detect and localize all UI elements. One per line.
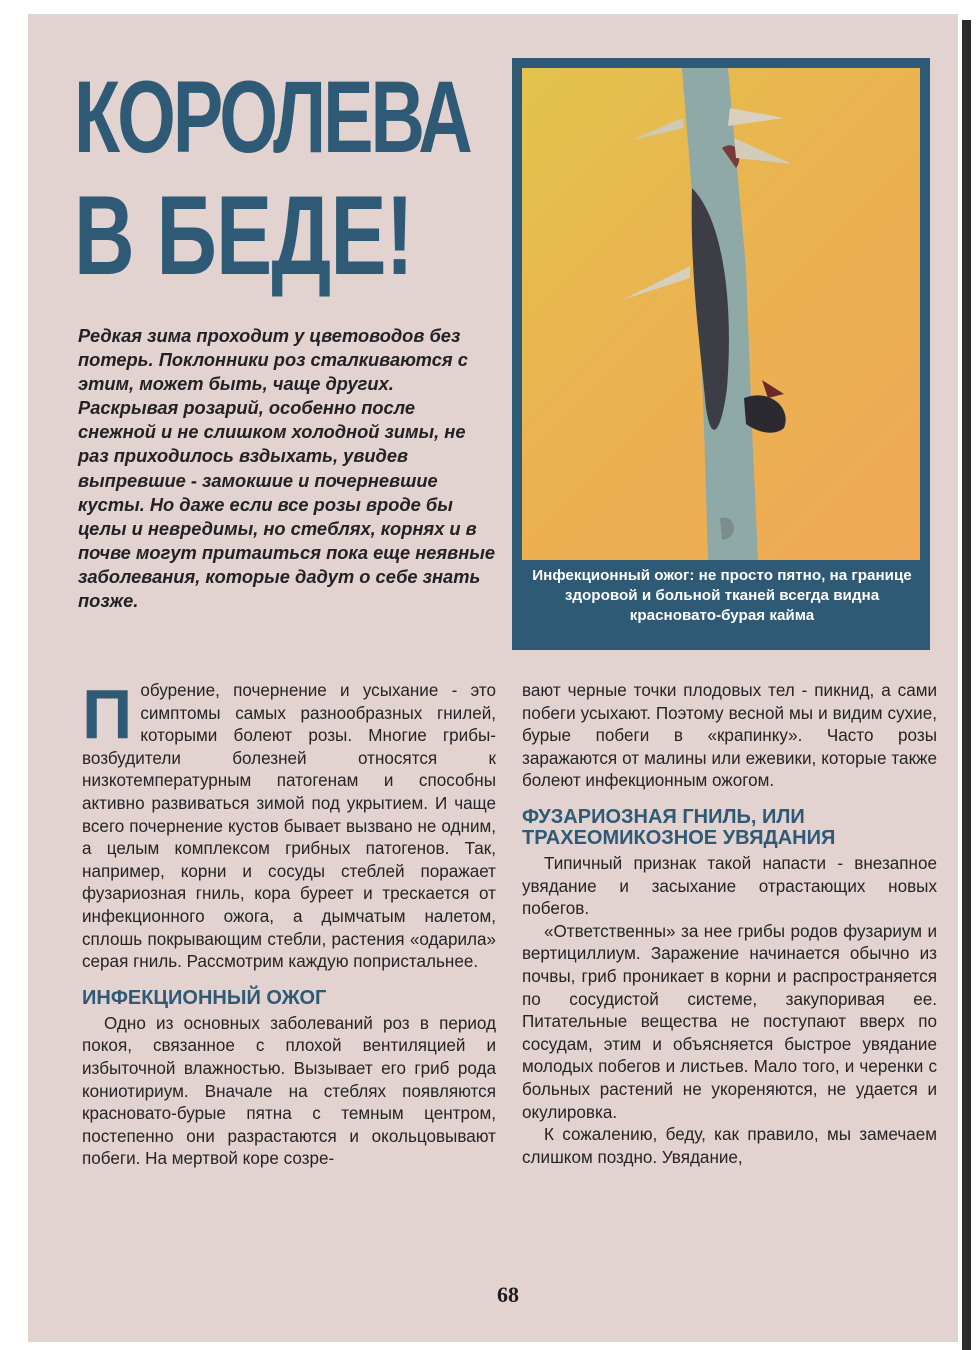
body-paragraph: вают черные точки плодовых тел - пикнид, а сами побеги усыхают. Поэтому весной мы и видим сухие, бурые побеги в «крапинку». Часто розы заражаются от малины или ежевики, которые также болеют инфекционным ожогом. bbox=[522, 681, 937, 791]
body-paragraph: Типичный признак такой напасти - внезапное увядание и засыхание отрастающих новых побегов. bbox=[522, 853, 937, 919]
body-paragraph: К сожалению, беду, как правило, мы замечаем слишком поздно. Увядание, bbox=[522, 1125, 937, 1167]
rose-stem-illustration bbox=[522, 68, 920, 560]
magazine-page bbox=[28, 14, 958, 1342]
intro-paragraph bbox=[82, 675, 496, 974]
column-left bbox=[82, 675, 496, 1171]
article-title bbox=[74, 60, 514, 298]
lead-paragraph: Редкая зима проходит у цветоводов без потерь. Поклонники роз сталкиваются с этим, может быть, чаще других. Раскрывая розарий, особенно после снежной и не слишком холодной зимы, не раз приходилось вздыхать, увидев выпревшие - замокшие и почерневшие кусты. Но даже если все розы вроде бы целы и невредимы, но стеблях, корнях и в почве могут притаиться пока еще неявные заболевания, которые дадут о себе знать позже. bbox=[78, 325, 496, 612]
photo-figure bbox=[512, 58, 930, 650]
title-line-2: В БЕДЕ! bbox=[74, 173, 413, 298]
photo-caption: Инфекционный ожог: не просто пятно, на границе здоровой и больной тканей всегда видна красновато-бурая кайма bbox=[532, 567, 912, 624]
scan-shadow bbox=[962, 20, 971, 1350]
page-number: 68 bbox=[497, 1282, 519, 1307]
intro-text: обурение, почернение и усыхание - это симптомы самых разнообразных гнилей, которыми болеют розы. Многие грибы-возбудители болезней относятся к низкотемпературным патогенам и способны активно развиваться зимой под укрытием. И чаще всего почернение кустов бывает вызвано не одним, а целым комплексом грибных патогенов. Так, например, корни и сосуды стеблей поражает фузариозная гниль, кора буреет и трескается от инфекционного ожога, а дымчатым налетом, сплошь покрывающим стебли, растения «одарила» серая гниль. Рассмотрим каждую попристальнее. bbox=[82, 681, 496, 972]
rose-stem-photo bbox=[522, 68, 920, 560]
column-right bbox=[522, 680, 937, 1169]
drop-cap: П bbox=[82, 675, 133, 753]
body-paragraph: Одно из основных заболеваний роз в период покоя, связанное с плохой вентиляцией и избыточной влажностью. Вызывает его гриб рода кониотириум. Вначале на стеблях появляются красновато-бурые пятна с темным центром, постепенно они разрастаются и окольцовывают побеги. На мертвой коре созре- bbox=[82, 1013, 496, 1169]
body-paragraph: «Ответственны» за нее грибы родов фузариум и вертициллиум. Заражение начинается обычно из почвы, гриб проникает в корни и распространяется по сосудистой системе, закупоривая ее. Питательные вещества не поступают вверх по сосудам, этим и объясняется быстрое увядание молодых побегов и листьев. Мало того, и черенки с больных растений не укореняются, не удается и окулировка. bbox=[522, 921, 937, 1122]
section-heading-fusarium: ФУЗАРИОЗНАЯ ГНИЛЬ, ИЛИ ТРАХЕОМИКОЗНОЕ УВЯДАНИЯ bbox=[522, 805, 836, 849]
section-heading-infection-burn: ИНФЕКЦИОННЫЙ ОЖОГ bbox=[82, 986, 327, 1009]
title-line-1: КОРОЛЕВА bbox=[74, 60, 470, 174]
